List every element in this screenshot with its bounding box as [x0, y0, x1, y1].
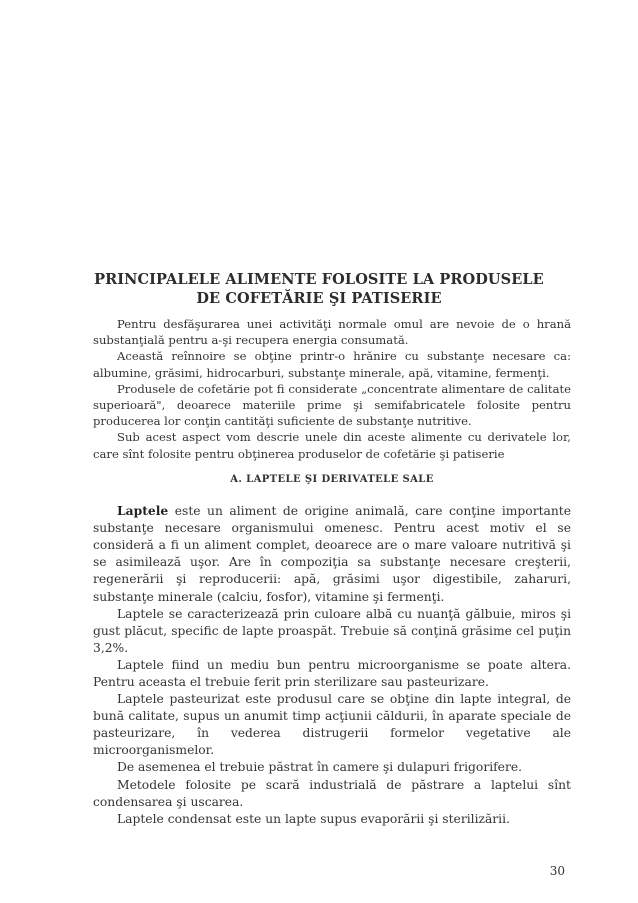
body-text	[93, 316, 571, 828]
section-paragraph: Laptele pasteurizat este produsul care se obţine din lapte integral, de bună calitate, supus un anumit timp acţiunii căldurii, în aparate speciale de pasteurizare, în vederea distrugerii formelor vegetative ale microorganismelor.	[93, 692, 571, 758]
section-paragraph: Laptele fiind un mediu bun pentru microorganisme se poate altera. Pentru aceasta el trebuie ferit prin sterilizare sau pasteurizare.	[93, 657, 571, 689]
intro-paragraph: Pentru desfăşurarea unei activităţi normale omul are nevoie de o hrană substanţială pentru a-şi recupera energia consumată.	[93, 317, 571, 348]
section-paragraph: Laptele se caracterizează prin culoare albă cu nuanţă gălbuie, miros şi gust plăcut, specific de lapte proaspăt. Trebuie să conţină grăsime cel puţin 3,2%.	[93, 606, 571, 655]
section-heading: A. LAPTELE ŞI DERIVATELE SALE	[230, 473, 434, 485]
section-paragraph	[93, 502, 571, 606]
chapter-title	[80, 270, 558, 308]
intro-paragraph: Sub acest aspect vom descrie unele din aceste alimente cu derivatele lor, care sînt folosite pentru obţinerea produselor de cofetărie şi patiserie	[93, 430, 571, 461]
section-paragraph: Metodele folosite pe scară industrială de păstrare a laptelui sînt condensarea şi uscarea.	[93, 777, 571, 809]
chapter-title-line-2: DE COFETĂRIE ŞI PATISERIE	[196, 290, 442, 307]
chapter-title-line-1: PRINCIPALELE ALIMENTE FOLOSITE LA PRODUSELE	[94, 271, 544, 288]
section-paragraph: Laptele condensat este un lapte supus evaporării şi sterilizării.	[117, 811, 510, 826]
section-paragraph: De asemenea el trebuie păstrat în camere şi dulapuri frigorifere.	[117, 760, 523, 775]
section-body	[93, 502, 571, 828]
page-number: 30	[549, 864, 565, 878]
intro-paragraph: Această reînnoire se obţine printr-o hrănire cu substanţe necesare ca: albumine, grăsimi, hidrocarburi, substanţe minerale, apă, vitamine, fermenţi.	[93, 349, 571, 380]
intro-paragraph: Produsele de cofetărie pot fi considerate „concentrate alimentare de calitate superioară", deoarece materiile prime şi semifabricatele folosite pentru producerea lor conţin cantităţi suficiente de substanţe nutritive.	[93, 381, 571, 429]
term-lead: Laptele	[117, 503, 169, 519]
paragraph-text: este un aliment de origine animală, care conţine importante substanţe necesare organismului omenesc. Pentru acest motiv el se consideră a fi un aliment complet, deoarece are o mare valoare nutritivă şi se asimilează uşor. Are în compoziţia sa substanţe necesare creşterii, regenerării şi reproducerii: apă, grăsimi uşor digestibile, zaharuri, substanţe minerale (calciu, fosfor), vitamine şi fermenţi.	[93, 504, 571, 604]
